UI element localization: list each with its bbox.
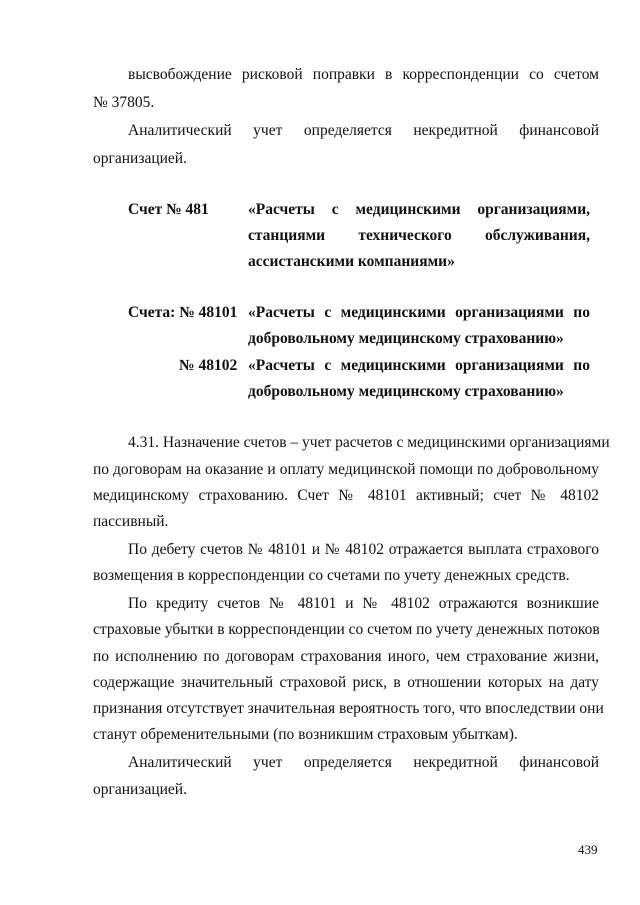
para-top-line-2: № 37805.	[93, 94, 155, 111]
para-credit-line-1: По кредиту счетов № 48101 и № 48102 отражаются возникшие	[128, 595, 599, 612]
para-431-line-2: по договорам на оказание и оплату медицинской помощи по добровольному	[93, 461, 599, 478]
account-48101-title-line-1: «Расчеты с медицинскими организациями по	[248, 304, 590, 321]
para-credit-line-2: страховые убытки в корреспонденции со счетом по учету денежных потоков	[93, 621, 600, 638]
account-48101-label: Счета: № 48101	[128, 304, 238, 321]
para-analytic-1-line-1: Аналитический учет определяется некредитной финансовой	[128, 122, 599, 139]
para-analytic-1-line-2: организацией.	[93, 150, 187, 167]
para-debit-line-2: возмещения в корреспонденции со счетами по учету денежных средств.	[93, 567, 570, 584]
account-481-title-line-3: ассистанскими компаниями»	[248, 253, 455, 270]
para-credit-line-6: станут обременительными (по возникшим страховым убыткам).	[93, 726, 518, 743]
account-481-label: Счет № 481	[128, 201, 209, 218]
account-48102-title-line-1: «Расчеты с медицинскими организациями по	[248, 357, 590, 374]
para-credit-line-3: по исполнению по договорам страхования иного, чем страхование жизни,	[93, 648, 599, 665]
account-48101-title-line-2: добровольному медицинскому страхованию»	[248, 330, 564, 347]
para-credit-line-5: признания отсутствует значительная вероятность того, что впоследствии они	[93, 700, 604, 717]
account-48102-label: № 48102	[179, 357, 238, 374]
para-debit-line-1: По дебету счетов № 48101 и № 48102 отражается выплата страхового	[128, 541, 599, 558]
para-analytic-2-line-1: Аналитический учет определяется некредитной финансовой	[128, 754, 599, 771]
account-48102-title-line-2: добровольному медицинскому страхованию»	[248, 383, 564, 400]
page-number: 439	[578, 842, 598, 857]
para-431-line-1: 4.31. Назначение счетов – учет расчетов с медицинскими организациями	[128, 434, 610, 451]
para-credit-line-4: содержащие значительный страховой риск, в отношении которых на дату	[93, 674, 599, 691]
para-top-line-1: высвобождение рисковой поправки в корреспонденции со счетом	[128, 66, 599, 83]
account-481-title-line-1: «Расчеты с медицинскими организациями,	[248, 201, 590, 218]
account-481-title-line-2: станциями технического обслуживания,	[248, 227, 590, 244]
para-analytic-2-line-2: организацией.	[93, 781, 187, 798]
para-431-line-3: медицинскому страхованию. Счет № 48101 активный; счет № 48102	[93, 487, 599, 504]
para-431-line-4: пассивный.	[93, 513, 169, 530]
